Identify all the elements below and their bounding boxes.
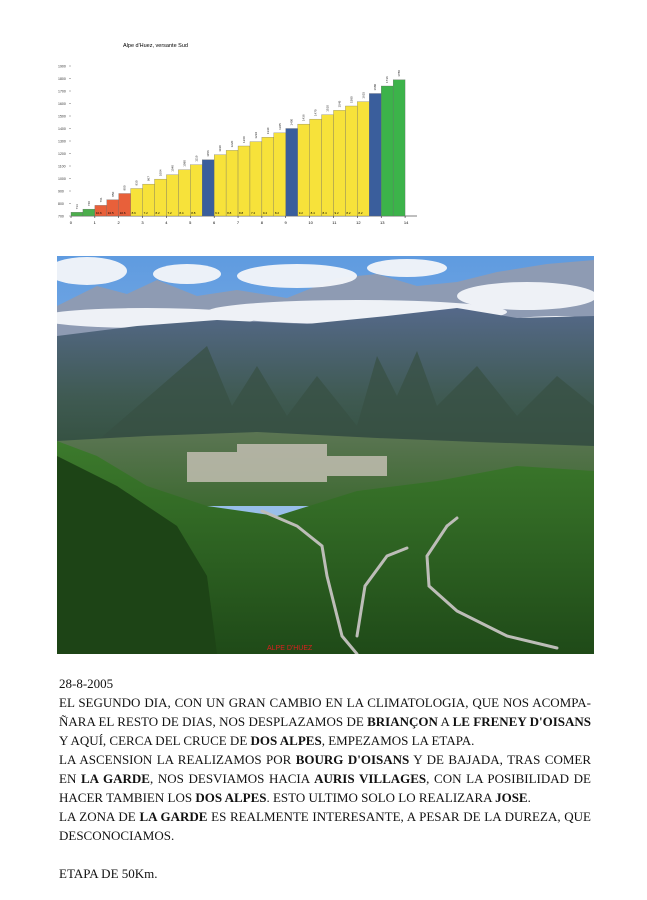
- x-tick-label: 7: [236, 220, 240, 225]
- elevation-label: 1330: [265, 127, 270, 135]
- text-run: . ESTO ULTIMO SOLO LO REALIZARA: [266, 790, 496, 805]
- elevation-label: 1615: [361, 91, 366, 99]
- elevation-label: 1040: [170, 165, 175, 172]
- profile-bar: [393, 80, 405, 216]
- place-name: BOURG D'OISANS: [295, 752, 410, 767]
- x-tick-label: 10: [308, 220, 313, 225]
- elevation-label: 1294: [253, 131, 258, 139]
- elevation-label: 1580: [349, 96, 354, 103]
- profile-bar: [178, 170, 190, 216]
- profile-bar: [357, 102, 369, 216]
- text-run: EL SEGUNDO DIA, CON UN GRAN CAMBIO EN LA CLIMATOLOGIA, QUE NOS ACOMPA-ÑARA EL RESTO DE DIAS, NOS DESPLAZAMOS DE: [59, 695, 591, 729]
- gradient-label: 8.2: [155, 211, 160, 215]
- x-tick-label: 11: [332, 220, 337, 225]
- y-tick-label: 1100: [58, 164, 66, 169]
- stage-distance: ETAPA DE 50Km.: [59, 866, 158, 881]
- profile-bar: [369, 94, 381, 217]
- elevation-label: 1365: [277, 123, 282, 130]
- elevation-label: 1119: [194, 155, 199, 162]
- text-run: .: [527, 790, 531, 805]
- elevation-label: 1156: [206, 150, 211, 157]
- photo-caption: ALPE D'HUEZ: [267, 645, 313, 652]
- gradient-label: 8.8: [227, 211, 232, 215]
- x-tick-label: 8: [260, 220, 263, 225]
- gradient-label: 9.2: [298, 211, 303, 215]
- x-tick-label: 6: [212, 220, 216, 225]
- x-tick-label: 2: [117, 220, 120, 225]
- gradient-label: 7.2: [143, 211, 148, 215]
- x-tick-label: 14: [403, 220, 409, 225]
- profile-bar: [83, 209, 95, 216]
- x-tick-label: 13: [380, 220, 385, 225]
- profile-bar: [250, 142, 262, 216]
- profile-bar: [322, 115, 334, 216]
- elevation-label: 900: [122, 185, 127, 191]
- elevation-label: 1680: [373, 83, 378, 91]
- profile-bar: [238, 146, 250, 216]
- y-tick-label: 800: [58, 202, 64, 206]
- valley-illustration: [57, 256, 594, 654]
- y-tick-label: 1300: [58, 139, 66, 144]
- text-run: , NOS DESVIAMOS HACIA: [149, 771, 315, 786]
- x-tick-label: 0: [69, 220, 73, 225]
- elevation-label: 713: [74, 204, 79, 210]
- profile-bar: [262, 137, 274, 216]
- spacer: [59, 845, 591, 864]
- elevation-label: 1220: [230, 140, 235, 148]
- chart-title: Alpe d'Huez, versante Sud: [123, 43, 188, 49]
- alpe-dhuez-valley-photo: [57, 256, 594, 654]
- y-tick-label: 1000: [58, 177, 66, 181]
- y-tick-label: 1200: [58, 152, 66, 156]
- travel-journal-text: [59, 674, 591, 883]
- gradient-label: 10.5: [107, 211, 114, 215]
- chart-bars: [71, 80, 405, 216]
- profile-bar: [310, 119, 322, 216]
- elevation-label: 930: [134, 180, 139, 186]
- gradient-label: 7.2: [250, 211, 256, 215]
- text-run: , CON LA POSIBILIDAD DE HACER TAMBIEN LOS: [59, 771, 592, 805]
- elevation-label: 1545: [337, 100, 342, 108]
- elevation-profile-chart: [57, 26, 422, 228]
- x-tick-label: 12: [356, 220, 361, 225]
- gradient-label: 8.4: [179, 211, 184, 215]
- gradient-label: 9.3: [215, 211, 220, 215]
- elevation-label: 1736: [385, 76, 390, 83]
- profile-bar: [298, 124, 310, 216]
- elevation-label: 1436: [301, 114, 306, 122]
- elevation-label: 1510: [325, 105, 330, 112]
- y-tick-label: 1500: [58, 114, 66, 119]
- profile-bar: [202, 160, 214, 216]
- x-tick-label: 3: [141, 220, 144, 225]
- elevation-label: 1004: [158, 169, 163, 177]
- place-name: BRIANÇON: [367, 714, 438, 729]
- gradient-label: 10.6: [95, 211, 102, 215]
- elevation-label: 850: [110, 191, 115, 197]
- text-run: Y DE BAJADA, TRAS COMER EN: [59, 752, 592, 786]
- text-run: LA ZONA DE: [59, 809, 140, 824]
- gradient-label: 10.6: [119, 211, 126, 215]
- elevation-label: 1780: [397, 70, 402, 77]
- text-run: , EMPEZAMOS LA ETAPA.: [321, 733, 475, 748]
- elevation-label: 967: [146, 176, 151, 182]
- paragraph-3: [59, 807, 591, 845]
- gradient-label: 9.4: [262, 211, 268, 215]
- profile-bar: [166, 175, 178, 216]
- elevation-label: 740: [86, 201, 91, 207]
- gradient-label: 8.4: [310, 211, 315, 215]
- entry-date: 28-8-2005: [59, 676, 114, 691]
- place-name: LA GARDE: [139, 809, 208, 824]
- profile-bar: [381, 86, 393, 216]
- gradient-label: 8.4: [322, 211, 327, 215]
- paragraph-2: [59, 750, 591, 807]
- x-tick-label: 1: [93, 220, 96, 225]
- x-tick-label: 4: [165, 220, 168, 225]
- paragraph-1: [59, 693, 591, 750]
- text-run: LA ASCENSION LA REALIZAMOS POR: [59, 752, 296, 767]
- y-tick-label: 1700: [58, 89, 66, 94]
- place-name: DOS ALPES: [250, 733, 322, 748]
- text-run: A: [437, 714, 453, 729]
- text-run: ES REALMENTE INTERESANTE, A PESAR DE LA DUREZA, QUE DESCONOCIAMOS.: [59, 809, 591, 843]
- place-name: JOSE: [495, 790, 528, 805]
- profile-bar: [214, 155, 226, 216]
- gradient-label: 8.8: [239, 211, 244, 215]
- y-tick-label: 1800: [58, 77, 66, 81]
- y-tick-label: 1400: [58, 127, 66, 131]
- place-name: DOS ALPES: [195, 790, 267, 805]
- elevation-label: 1080: [182, 160, 187, 167]
- elevation-label: 1260: [242, 136, 246, 143]
- y-tick-label: 1900: [58, 64, 66, 69]
- place-name: LA GARDE: [80, 771, 150, 786]
- profile-bar: [226, 150, 238, 216]
- gradient-label: 8.8: [191, 211, 196, 215]
- profile-bar: [71, 212, 83, 216]
- gradient-label: 8.6: [131, 211, 136, 215]
- x-tick-label: 9: [284, 220, 287, 225]
- elevation-label: 761: [98, 197, 103, 203]
- text-run: Y AQUÍ, CERCA DEL CRUCE DE: [59, 733, 251, 748]
- y-tick-label: 700: [58, 214, 64, 219]
- elevation-label: 1190: [218, 145, 223, 152]
- elevation-label: 1470: [313, 109, 318, 117]
- profile-bar: [274, 133, 286, 216]
- place-name: AURIS VILLAGES: [314, 771, 427, 786]
- y-tick-label: 1600: [58, 102, 66, 106]
- profile-bar: [190, 165, 202, 216]
- y-tick-label: 900: [58, 189, 64, 194]
- gradient-label: 8.2: [358, 211, 363, 215]
- place-name: LE FRENEY D'OISANS: [452, 714, 591, 729]
- profile-bar: [333, 110, 345, 216]
- profile-bar: [345, 106, 357, 216]
- gradient-label: 7.2: [167, 211, 172, 215]
- x-tick-label: 5: [189, 220, 192, 225]
- gradient-label: 9.2: [334, 211, 339, 215]
- gradient-label: 8.2: [274, 211, 279, 215]
- elevation-label: 1400: [289, 118, 294, 126]
- profile-bar: [286, 129, 298, 217]
- elevation-profile-svg: [57, 26, 422, 228]
- gradient-label: 8.2: [346, 211, 351, 215]
